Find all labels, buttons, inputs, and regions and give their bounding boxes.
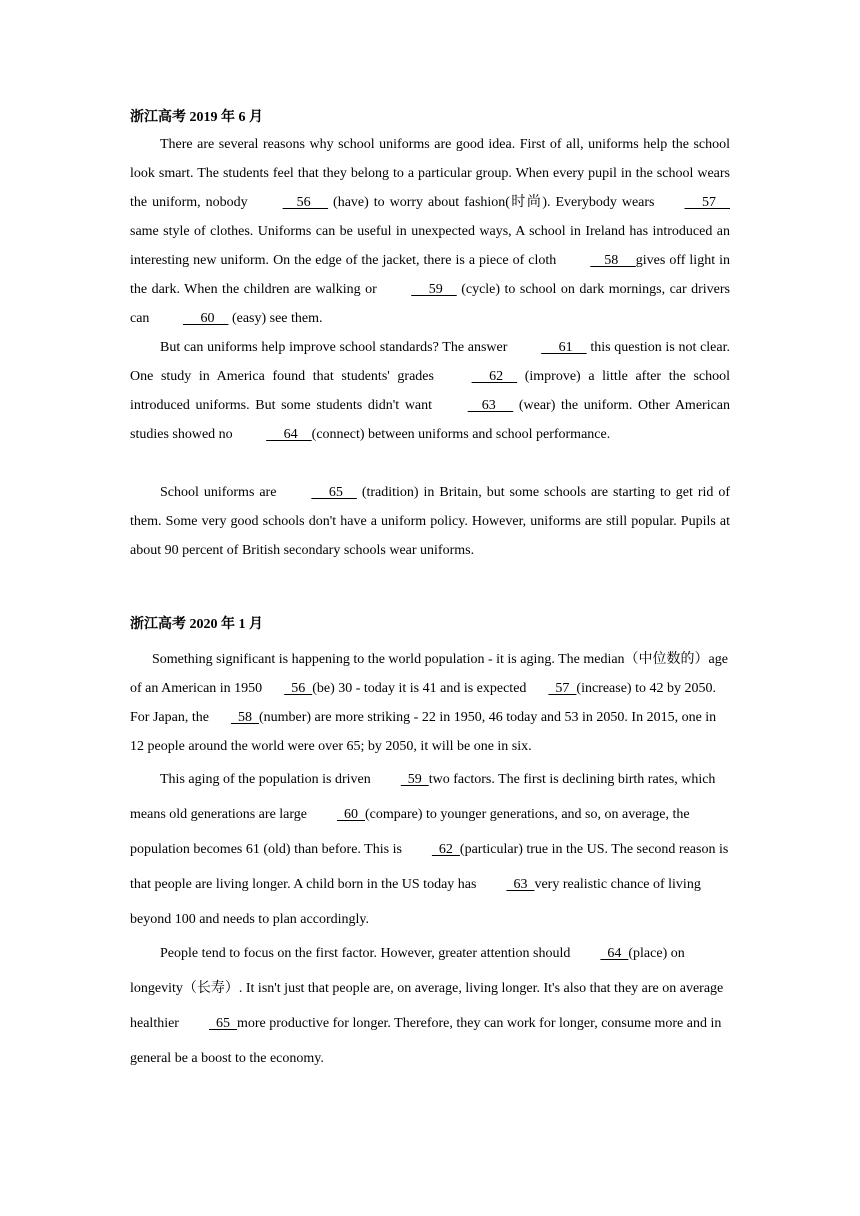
section-2-heading: 浙江高考 2020 年 1 月 bbox=[130, 617, 263, 632]
s1-paragraph-2 bbox=[130, 333, 730, 449]
answer-blank: 61 bbox=[541, 340, 587, 355]
text-run: People tend to focus on the first factor. However, greater attention should bbox=[160, 946, 571, 961]
text-run: two factors. The first is declining birth rates, which means old generations are large bbox=[130, 772, 716, 822]
text-run: Something significant is happening to the world population - it is aging. The median（中位数的）age of an American in 1950 bbox=[130, 652, 728, 696]
text-run: (increase) to 42 by 2050. For Japan, the bbox=[130, 681, 716, 725]
answer-blank: 64 bbox=[266, 427, 312, 442]
s1-paragraph-3 bbox=[130, 478, 730, 565]
text-run: (compare) to younger generations, and so, on average, the population becomes 61 (old) than before. This is bbox=[130, 807, 690, 857]
text-run: (wear) the uniform. Other American studies showed no bbox=[130, 398, 731, 442]
text-run: very realistic chance of living beyond 100 and needs to plan accordingly. bbox=[130, 877, 701, 927]
answer-blank: 60 bbox=[337, 807, 366, 822]
text-run: same style of clothes. Uniforms can be useful in unexpected ways, A school in Ireland has introduced an interesting new uniform. On the edge of the jacket, there is a piece of cloth bbox=[130, 224, 730, 268]
answer-blank: 63 bbox=[506, 877, 535, 892]
text-run: There are several reasons why school uniforms are good idea. First of all, uniforms help the school look smart. The students feel that they belong to a particular group. When every pupil in the school wears the uniform, nobody bbox=[130, 137, 730, 210]
answer-blank: 65 bbox=[311, 485, 357, 500]
answer-blank: 65 bbox=[208, 1016, 237, 1031]
answer-blank: 62 bbox=[431, 842, 460, 857]
text-run: (be) 30 - today it is 41 and is expected bbox=[312, 681, 527, 696]
answer-blank: 60 bbox=[182, 311, 229, 326]
s2-paragraph-3 bbox=[130, 936, 730, 1076]
answer-blank: 57 bbox=[684, 195, 730, 210]
text-run: gives off light in the dark. When the children are walking or bbox=[130, 253, 730, 297]
answer-blank: 62 bbox=[471, 369, 518, 384]
text-run: School uniforms are bbox=[160, 485, 282, 500]
text-run: (connect) between uniforms and school performance. bbox=[311, 427, 611, 442]
text-run: (have) to worry about fashion(时尚). Everybody wears bbox=[328, 195, 655, 210]
text-run: This aging of the population is driven bbox=[160, 772, 371, 787]
text-run: (place) on longevity（长寿）. It isn't just that people are, on average, living longer. It's also that they are on average healthier bbox=[130, 946, 724, 1031]
answer-blank: 57 bbox=[548, 681, 577, 696]
text-run: (easy) see them. bbox=[228, 311, 323, 326]
answer-blank: 58 bbox=[230, 710, 259, 725]
s1-paragraph-1 bbox=[130, 130, 730, 333]
answer-blank: 58 bbox=[590, 253, 636, 268]
text-run: But can uniforms help improve school standards? The answer bbox=[160, 340, 512, 355]
s2-paragraph-2 bbox=[130, 762, 730, 937]
text-run: (tradition) in Britain, but some schools are starting to get rid of them. Some very good schools don't have a uniform policy. However, uniforms are still popular. Pupils at about 90 percent of British secondary schools wear uniforms. bbox=[130, 485, 731, 558]
answer-blank: 56 bbox=[282, 195, 329, 210]
section-1-heading: 浙江高考 2019 年 6 月 bbox=[130, 110, 263, 125]
text-run: (particular) true in the US. The second reason is that people are living longer. A child born in the US today has bbox=[130, 842, 729, 892]
text-run: more productive for longer. Therefore, they can work for longer, consume more and in general be a boost to the economy. bbox=[130, 1016, 722, 1066]
answer-blank: 56 bbox=[284, 681, 313, 696]
answer-blank: 59 bbox=[400, 772, 429, 787]
text-run: this question is not clear. One study in America found that students' grades bbox=[130, 340, 730, 384]
text-run: (number) are more striking - 22 in 1950, 46 today and 53 in 2050. In 2015, one in 12 people around the world were over 65; by 2050, it will be one in six. bbox=[130, 710, 717, 754]
answer-blank: 59 bbox=[411, 282, 457, 297]
text-run: (cycle) to school on dark mornings, car drivers can bbox=[130, 282, 731, 326]
text-run: (improve) a little after the school introduced uniforms. But some students didn't want bbox=[130, 369, 731, 413]
answer-blank: 64 bbox=[600, 946, 629, 961]
answer-blank: 63 bbox=[467, 398, 514, 413]
s2-paragraph-1 bbox=[130, 645, 730, 761]
